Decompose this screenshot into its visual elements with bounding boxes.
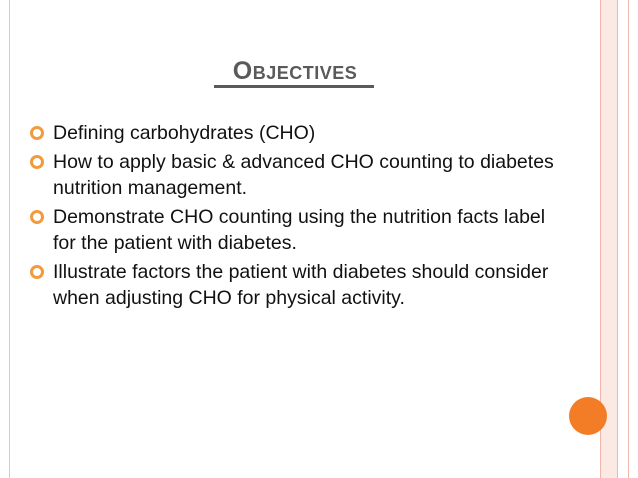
- hollow-circle-bullet-icon: [30, 265, 44, 279]
- list-item-text: Demonstrate CHO counting using the nutrition facts label for the patient with diabetes.: [53, 206, 546, 254]
- list-item-text: Illustrate factors the patient with diabetes should consider when adjusting CHO for physical activity.: [53, 261, 549, 309]
- list-item: [30, 120, 560, 146]
- orange-circle-decoration: [569, 397, 607, 435]
- title-underline: [214, 85, 374, 88]
- list-item: [30, 204, 560, 256]
- hollow-circle-bullet-icon: [30, 210, 44, 224]
- list-item-text: How to apply basic & advanced CHO counting to diabetes nutrition management.: [53, 151, 554, 199]
- slide-title: Objectives: [232, 57, 358, 85]
- hollow-circle-bullet-icon: [30, 155, 44, 169]
- list-item: [30, 149, 560, 201]
- objectives-list: [30, 120, 560, 314]
- hollow-circle-bullet-icon: [30, 126, 44, 140]
- list-item: [30, 259, 560, 311]
- list-item-text: Defining carbohydrates (CHO): [53, 122, 316, 144]
- right-border-line: [628, 0, 629, 478]
